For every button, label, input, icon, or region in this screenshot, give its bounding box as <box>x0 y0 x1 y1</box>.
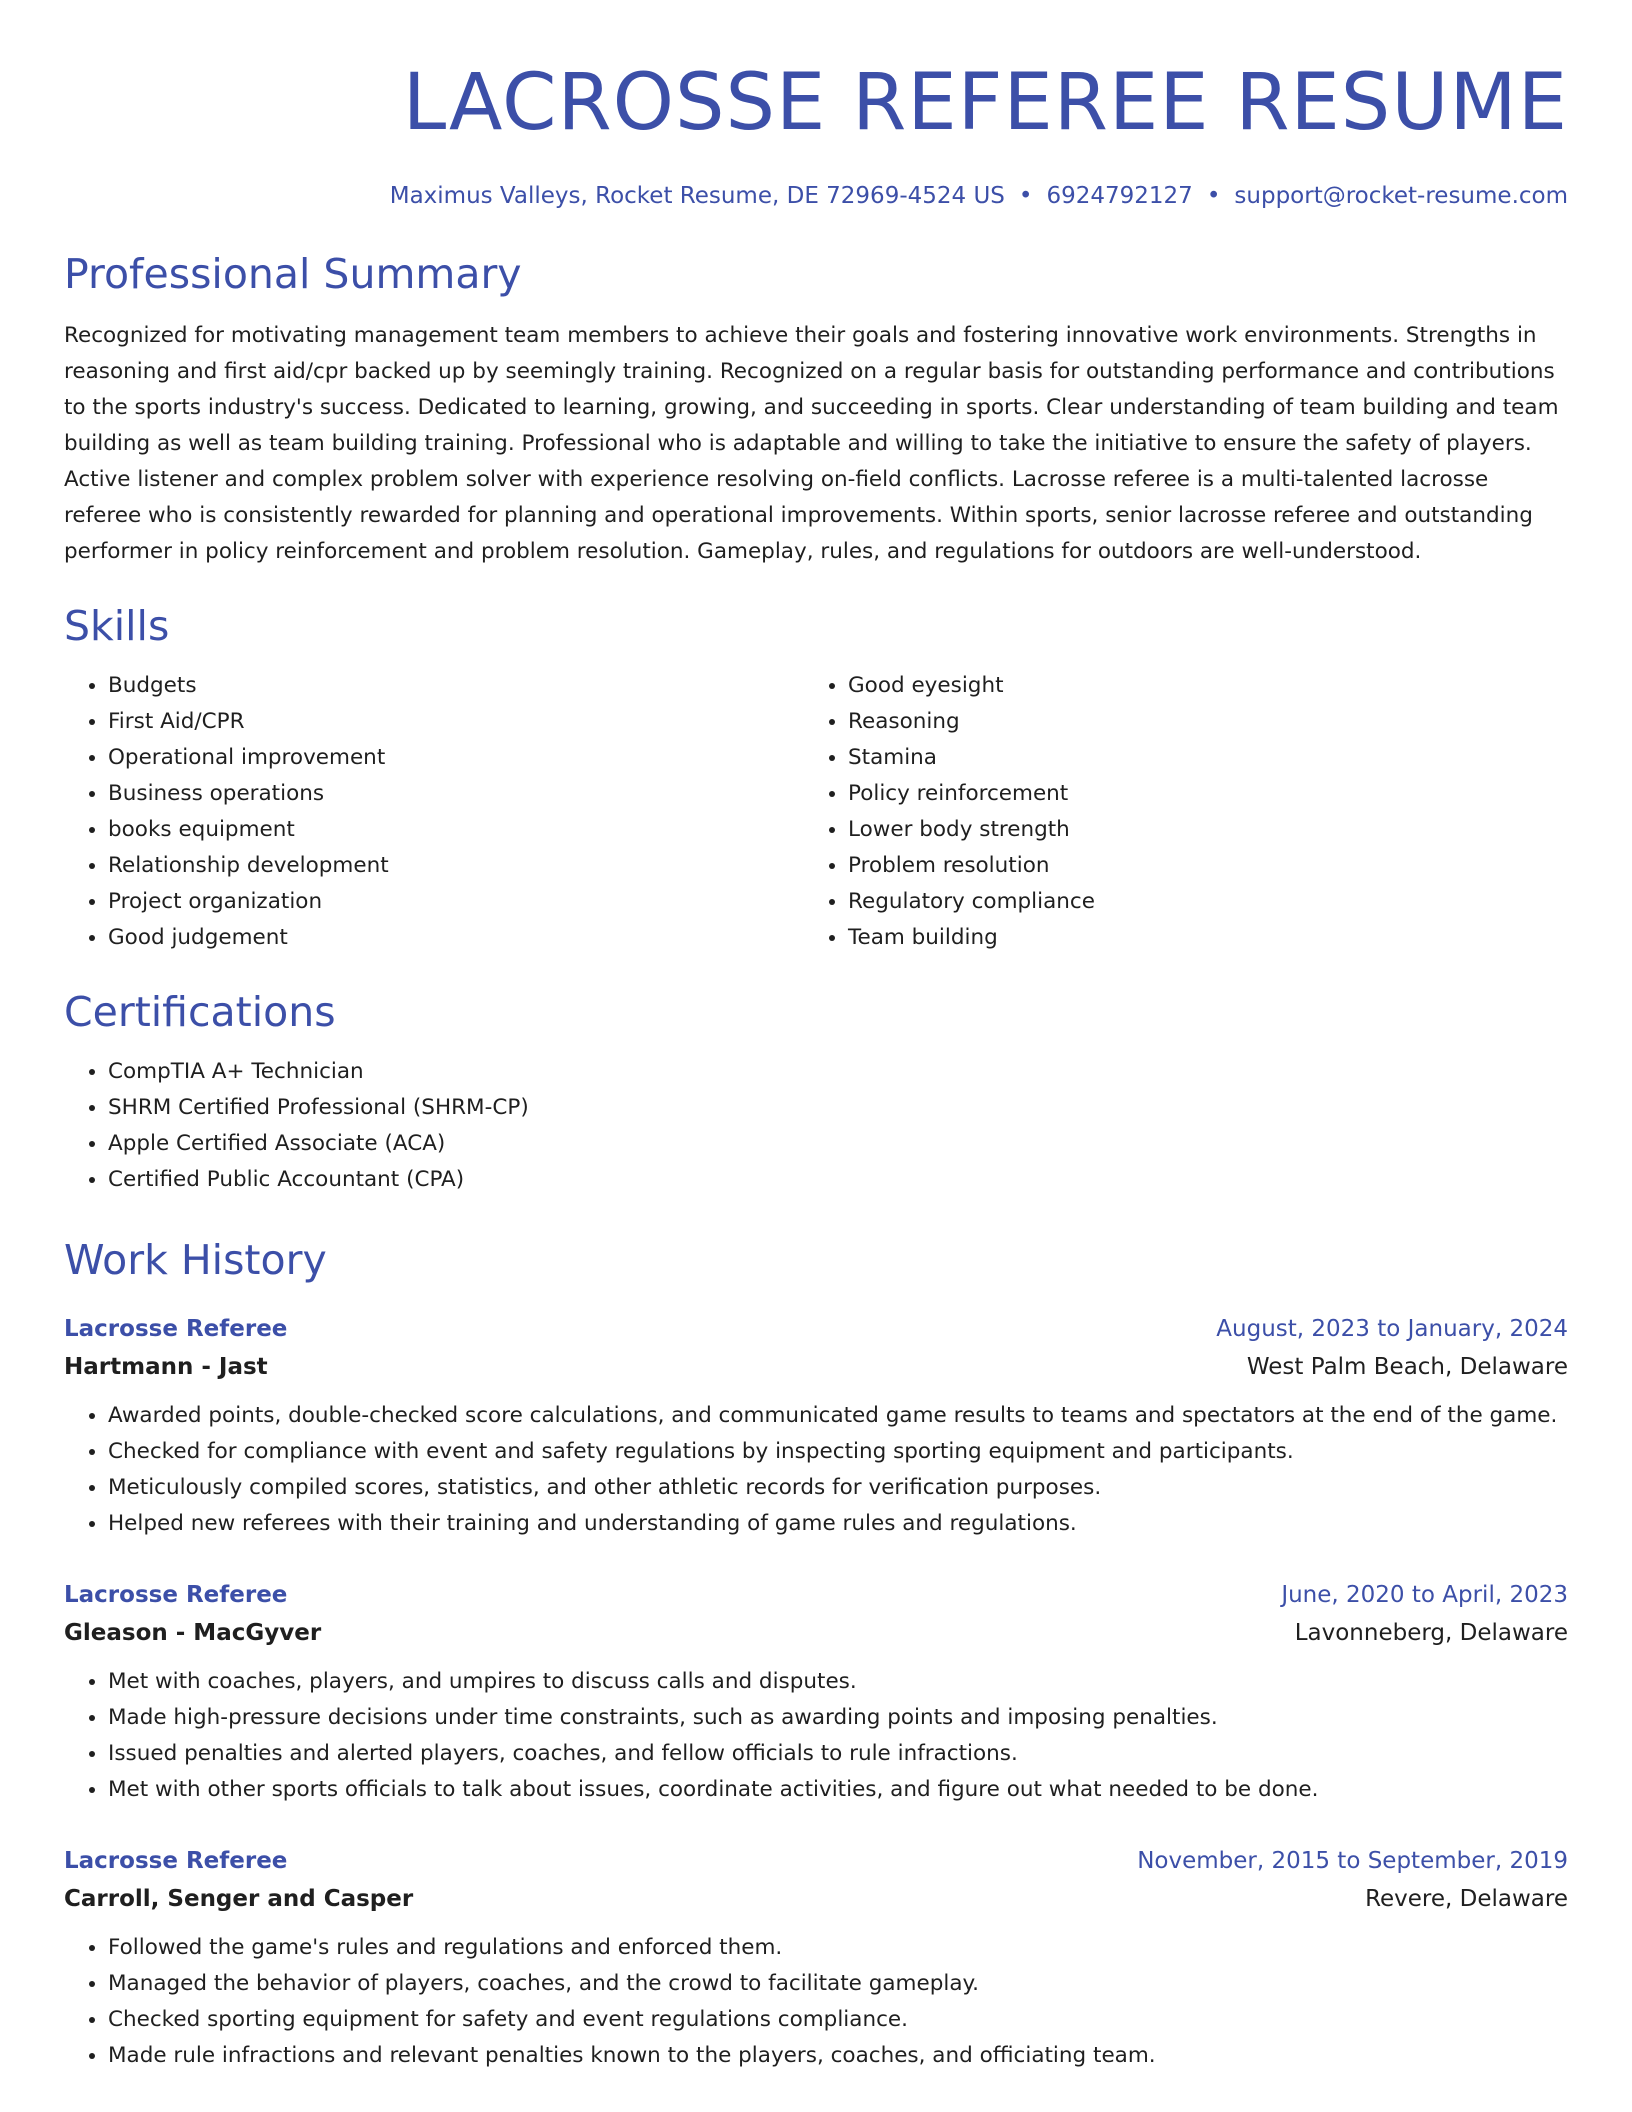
skill-item: • Good judgement <box>108 920 804 956</box>
job-bullet: • Meticulously compiled scores, statistics, and other athletic records for verification purposes. <box>108 1470 1568 1506</box>
contact-phone: 6924792127 <box>1046 183 1193 209</box>
job-bullets <box>64 1664 1568 1808</box>
skill-item: • books equipment <box>108 812 804 848</box>
work-history-heading: Work History <box>64 1236 327 1284</box>
job-bullet: • Checked for compliance with event and safety regulations by inspecting sporting equipment and participants. <box>108 1434 1568 1470</box>
certification-item: • Certified Public Accountant (CPA) <box>108 1162 1568 1198</box>
certification-item: • SHRM Certified Professional (SHRM-CP) <box>108 1090 1568 1126</box>
job-bullet: • Checked sporting equipment for safety and event regulations compliance. <box>108 2002 1568 2038</box>
contact-line <box>64 180 1568 212</box>
skill-item: • Good eyesight <box>848 668 1544 704</box>
job-company-row <box>64 1880 1568 1918</box>
job-bullet: • Awarded points, double-checked score calculations, and communicated game results to teams and spectators at the end of the game. <box>108 1398 1568 1434</box>
certifications-heading: Certifications <box>64 988 336 1036</box>
skill-item: • Relationship development <box>108 848 804 884</box>
skill-item: • Business operations <box>108 776 804 812</box>
job-header-row <box>64 1310 1568 1348</box>
job-header-row <box>64 1576 1568 1614</box>
skills-list-right <box>804 668 1544 956</box>
skill-item: • Stamina <box>848 740 1544 776</box>
skill-item: • Project organization <box>108 884 804 920</box>
job-bullets <box>64 1398 1568 1542</box>
job-bullet: • Made high-pressure decisions under time constraints, such as awarding points and imposing penalties. <box>108 1700 1568 1736</box>
contact-separator: • <box>1206 183 1221 209</box>
job-location: West Palm Beach, Delaware <box>1246 1354 1568 1380</box>
job-bullet: • Helped new referees with their training and understanding of game rules and regulations. <box>108 1506 1568 1542</box>
job-dates: November, 2015 to September, 2019 <box>1137 1848 1568 1874</box>
skills-grid <box>64 668 1568 956</box>
contact-separator: • <box>1018 183 1033 209</box>
job-header-row <box>64 1842 1568 1880</box>
skill-item: • Reasoning <box>848 704 1544 740</box>
job-location: Revere, Delaware <box>1365 1886 1568 1912</box>
certifications-list <box>64 1054 1568 1198</box>
job-bullet: • Met with other sports officials to talk about issues, coordinate activities, and figure out what needed to be done. <box>108 1772 1568 1808</box>
skills-heading: Skills <box>64 602 170 650</box>
job-role: Lacrosse Referee <box>64 1848 288 1874</box>
job-entry <box>64 1576 1568 1808</box>
job-company: Gleason - MacGyver <box>64 1620 322 1646</box>
job-entry <box>64 1310 1568 1542</box>
job-role: Lacrosse Referee <box>64 1316 288 1342</box>
job-dates: August, 2023 to January, 2024 <box>1216 1316 1568 1342</box>
job-location: Lavonneberg, Delaware <box>1294 1620 1568 1646</box>
job-bullet: • Made rule infractions and relevant penalties known to the players, coaches, and officiating team. <box>108 2038 1568 2074</box>
certification-item: • CompTIA A+ Technician <box>108 1054 1568 1090</box>
skill-item: • Operational improvement <box>108 740 804 776</box>
page-title: LACROSSE REFEREE RESUME <box>402 58 1568 148</box>
job-bullet: • Met with coaches, players, and umpires to discuss calls and disputes. <box>108 1664 1568 1700</box>
job-role: Lacrosse Referee <box>64 1582 288 1608</box>
contact-email: support@rocket-resume.com <box>1234 183 1568 209</box>
summary-heading: Professional Summary <box>64 250 522 298</box>
contact-address: Maximus Valleys, Rocket Resume, DE 72969-4524 US <box>389 183 1005 209</box>
skill-item: • Problem resolution <box>848 848 1544 884</box>
skill-item: • Budgets <box>108 668 804 704</box>
job-company-row <box>64 1614 1568 1652</box>
job-entry <box>64 1842 1568 2074</box>
job-company-row <box>64 1348 1568 1386</box>
skill-item: • Regulatory compliance <box>848 884 1544 920</box>
skill-item: • First Aid/CPR <box>108 704 804 740</box>
job-bullet: • Followed the game's rules and regulations and enforced them. <box>108 1930 1568 1966</box>
job-bullets <box>64 1930 1568 2074</box>
skill-item: • Lower body strength <box>848 812 1544 848</box>
skill-item: • Policy reinforcement <box>848 776 1544 812</box>
job-dates: June, 2020 to April, 2023 <box>1281 1582 1568 1608</box>
certification-item: • Apple Certified Associate (ACA) <box>108 1126 1568 1162</box>
job-company: Carroll, Senger and Casper <box>64 1886 414 1912</box>
job-bullet: • Managed the behavior of players, coaches, and the crowd to facilitate gameplay. <box>108 1966 1568 2002</box>
skill-item: • Team building <box>848 920 1544 956</box>
job-company: Hartmann - Jast <box>64 1354 268 1380</box>
skills-list-left <box>64 668 804 956</box>
job-bullet: • Issued penalties and alerted players, coaches, and fellow officials to rule infractions. <box>108 1736 1568 1772</box>
summary-text: Recognized for motivating management team members to achieve their goals and fostering innovative work environments. Strengths in reasoning and first aid/cpr backed up by seemingly training. Recognized on a regular basis for outstanding performance and contributions to the sports industry's success. Dedicated to learning, growing, and succeeding in sports. Clear understanding of team building and team building as well as team building training. Professional who is adaptable and willing to take the initiative to ensure the safety of players. Active listener and complex problem solver with experience resolving on-field conflicts. Lacrosse referee is a multi-talented lacrosse referee who is consistently rewarded for planning and operational improvements. Within sports, senior lacrosse referee and outstanding performer in policy reinforcement and problem resolution. Gameplay, rules, and regulations for outdoors are well-understood. <box>64 323 1559 564</box>
